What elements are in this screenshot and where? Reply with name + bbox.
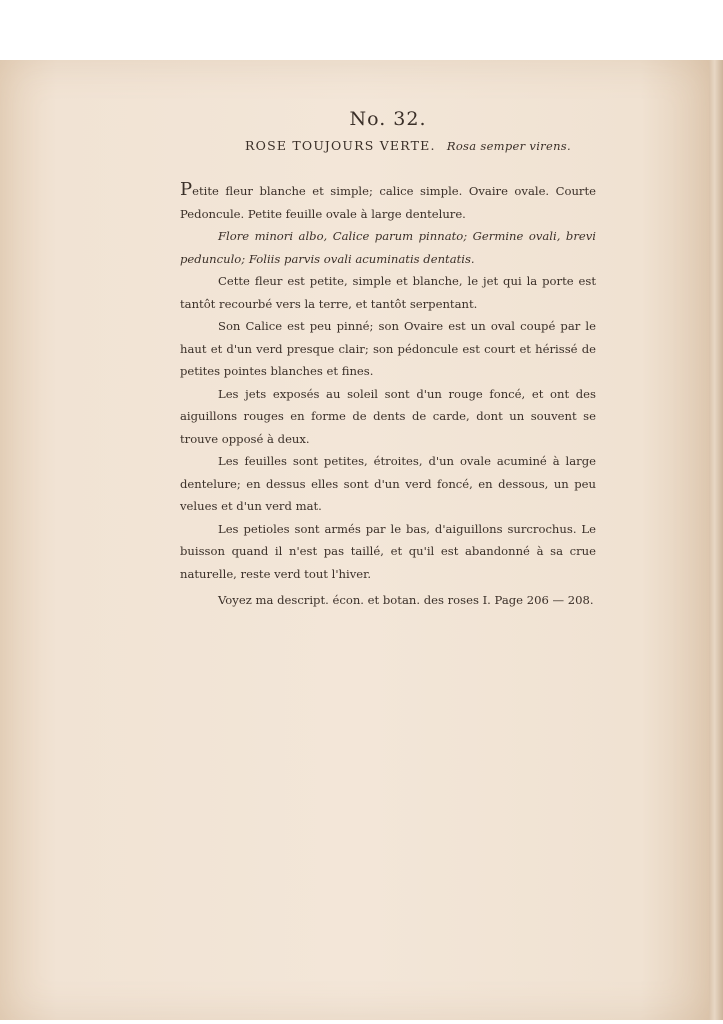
heading-latin: Rosa semper virens. <box>446 139 571 153</box>
paragraph-jets: Les jets exposés au soleil sont d'un rouge foncé, et ont des aiguillons rouges en forme de dents de carde, dont un souvent se trouve opposé à deux. <box>180 386 596 446</box>
paragraph-description <box>180 179 596 225</box>
paragraph-petioles: Les petioles sont armés par le bas, d'aiguillons surcrochus. Le buisson quand il n'est pas taillé, et qu'il est abandonné à sa crue naturelle, reste verd tout l'hiver. <box>180 521 596 581</box>
heading <box>220 138 596 153</box>
paragraph-calice: Son Calice est peu pinné; son Ovaire est un oval coupé par le haut et d'un verd presque clair; son pédoncule est court et hérissé de petites pointes blanches et fines. <box>180 319 596 378</box>
page-content <box>180 108 596 612</box>
paragraph-leaves: Les feuilles sont petites, étroites, d'un ovale acuminé à large dentelure; en dessus elles sont d'un verd foncé, en dessous, un peu velues et d'un verd mat. <box>180 454 596 513</box>
plate-number: No. 32. <box>349 108 427 130</box>
reference-note: Voyez ma descript. écon. et botan. des roses I. Page 206 — 208. <box>218 593 594 607</box>
paragraph-latin-description: Flore minori albo, Calice parum pinnato; Germine ovali, brevi pedunculo; Foliis parvis ovali acuminatis dentatis. <box>180 229 596 266</box>
drop-cap: P <box>180 179 193 200</box>
paragraph-description-text: etite fleur blanche et simple; calice simple. Ovaire ovale. Courte Pedoncule. Petite feuille ovale à large dentelure. <box>180 184 596 221</box>
page-edge <box>709 60 723 1020</box>
heading-french: ROSE TOUJOURS VERTE. <box>245 138 436 153</box>
body-text <box>180 179 596 612</box>
paragraph-flower: Cette fleur est petite, simple et blanche, le jet qui la porte est tantôt recourbé vers la terre, et tantôt serpentant. <box>180 274 596 311</box>
